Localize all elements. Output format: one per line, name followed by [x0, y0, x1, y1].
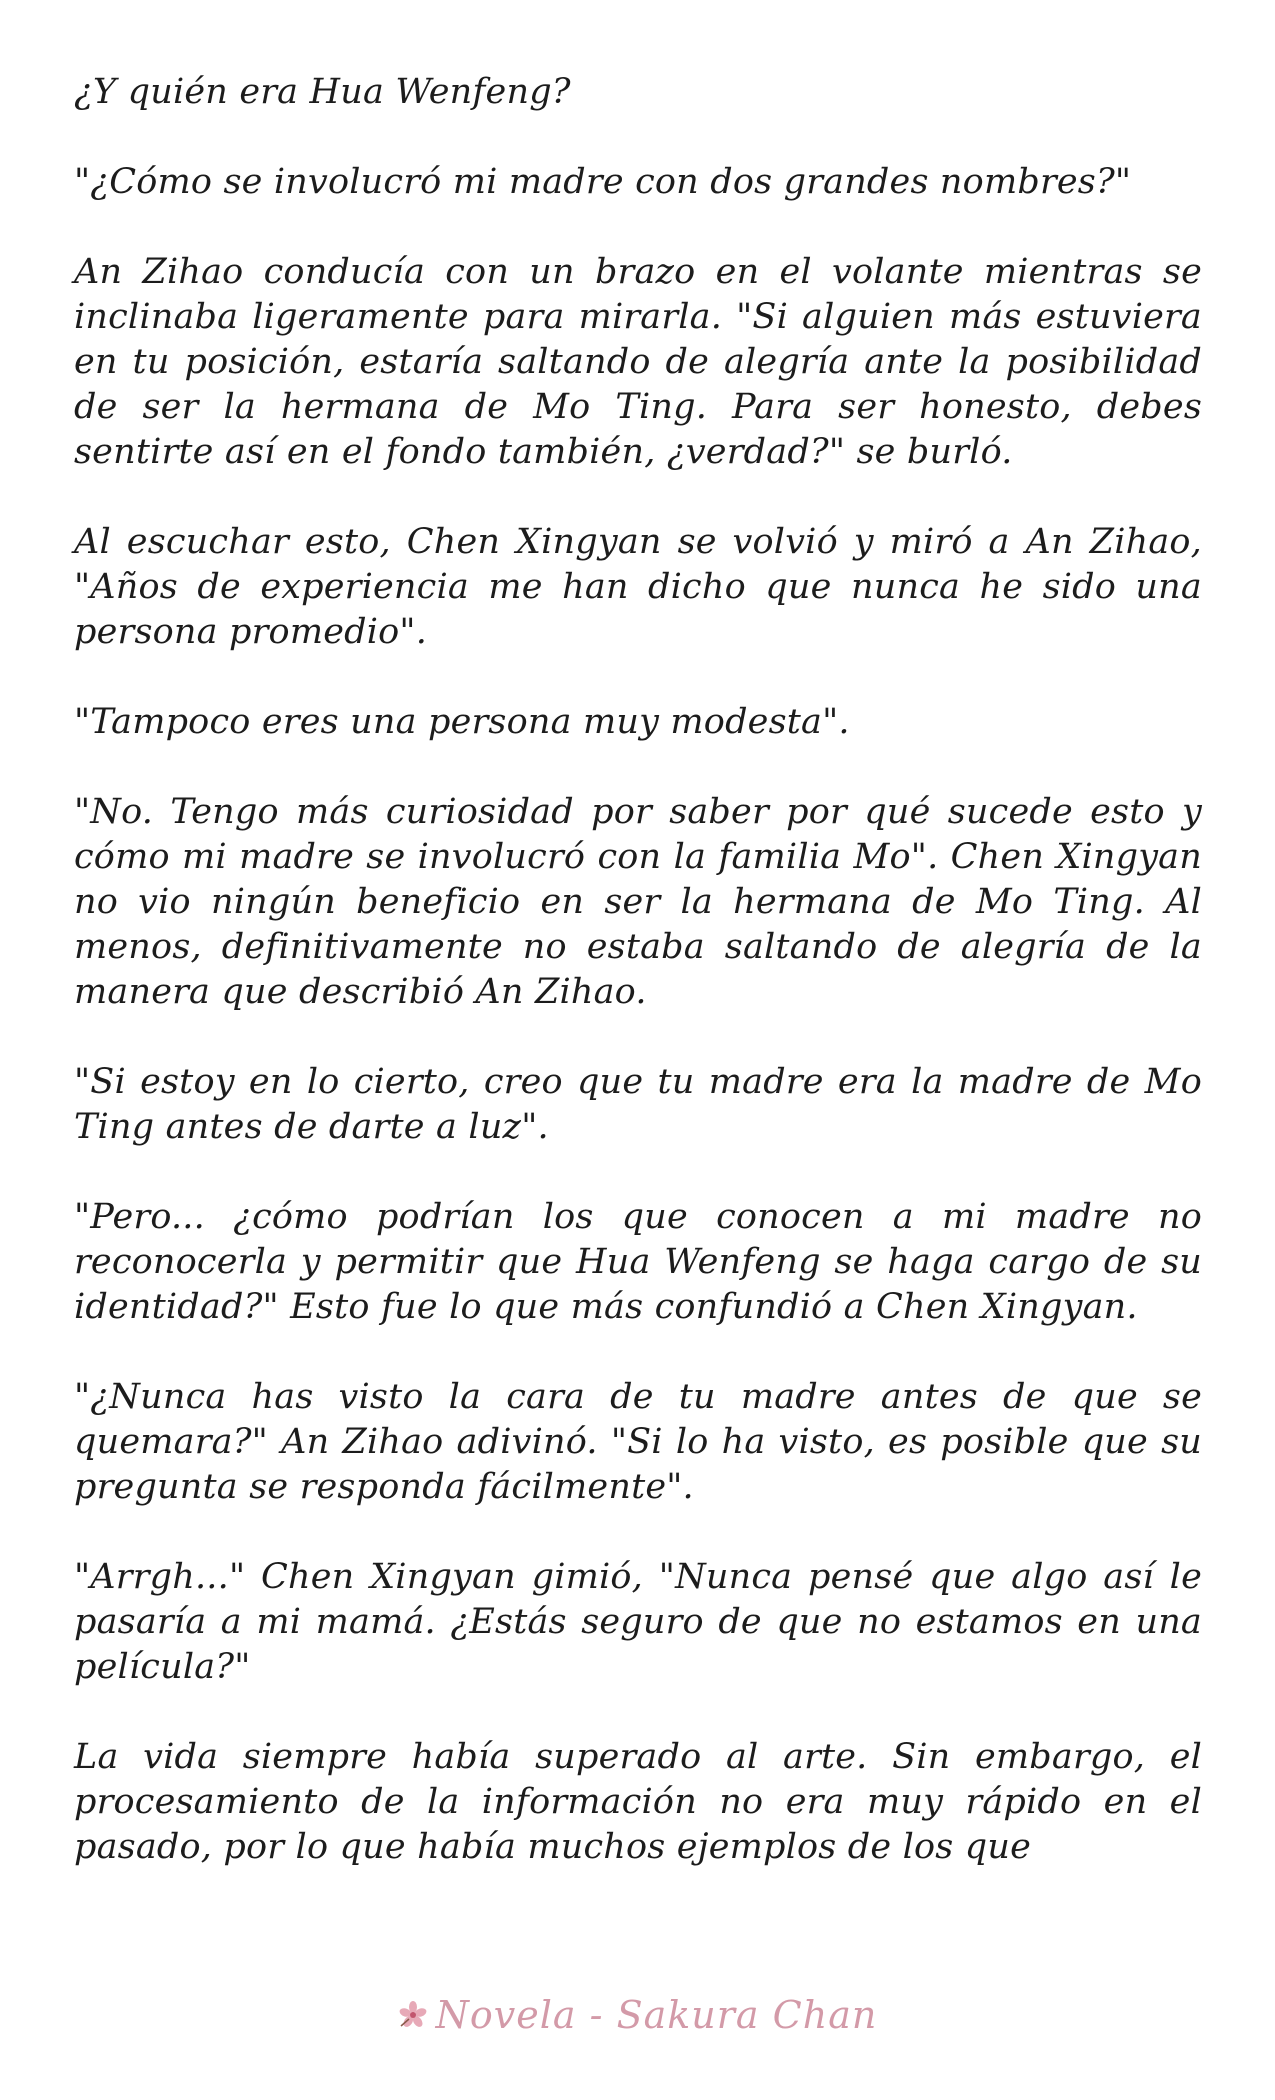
watermark-text: Novela - Sakura Chan — [435, 1993, 878, 2037]
watermark — [0, 1993, 1275, 2037]
paragraph-6: "No. Tengo más curiosidad por saber por qué sucede esto y cómo mi madre se involucró con la familia Mo". Chen Xingyan no vio ningún beneficio en ser la hermana de Mo Ting. Al menos, definitivamente no estaba saltando de alegría de la manera que describió An Zihao. — [74, 792, 1202, 1012]
paragraph-10: "Arrgh..." Chen Xingyan gimió, "Nunca pensé que algo así le pasaría a mi mamá. ¿Estás seguro de que no estamos en una película?" — [74, 1557, 1202, 1687]
sakura-flower-icon — [398, 1995, 428, 2025]
paragraph-4: Al escuchar esto, Chen Xingyan se volvió y miró a An Zihao, "Años de experiencia me han dicho que nunca he sido una persona promedio". — [74, 522, 1202, 652]
paragraph-3: An Zihao conducía con un brazo en el volante mientras se inclinaba ligeramente para mirarla. "Si alguien más estuviera en tu posición, estaría saltando de alegría ante la posibilidad de ser la hermana de Mo Ting. Para ser honesto, debes sentirte así en el fondo también, ¿verdad?" se burló. — [74, 252, 1202, 472]
paragraph-5: "Tampoco eres una persona muy modesta". — [74, 702, 850, 742]
paragraph-7: "Si estoy en lo cierto, creo que tu madre era la madre de Mo Ting antes de darte a luz". — [74, 1062, 1202, 1147]
paragraph-1: ¿Y quién era Hua Wenfeng? — [74, 72, 571, 112]
paragraph-8: "Pero... ¿cómo podrían los que conocen a mi madre no reconocerla y permitir que Hua Wenfeng se haga cargo de su identidad?" Esto fue lo que más confundió a Chen Xingyan. — [74, 1197, 1202, 1327]
paragraph-2: "¿Cómo se involucró mi madre con dos grandes nombres?" — [74, 162, 1132, 202]
document-body — [74, 70, 1202, 1870]
paragraph-9: "¿Nunca has visto la cara de tu madre antes de que se quemara?" An Zihao adivinó. "Si lo ha visto, es posible que su pregunta se responda fácilmente". — [74, 1377, 1202, 1507]
paragraph-11: La vida siempre había superado al arte. Sin embargo, el procesamiento de la información no era muy rápido en el pasado, por lo que había muchos ejemplos de los que — [74, 1737, 1202, 1867]
